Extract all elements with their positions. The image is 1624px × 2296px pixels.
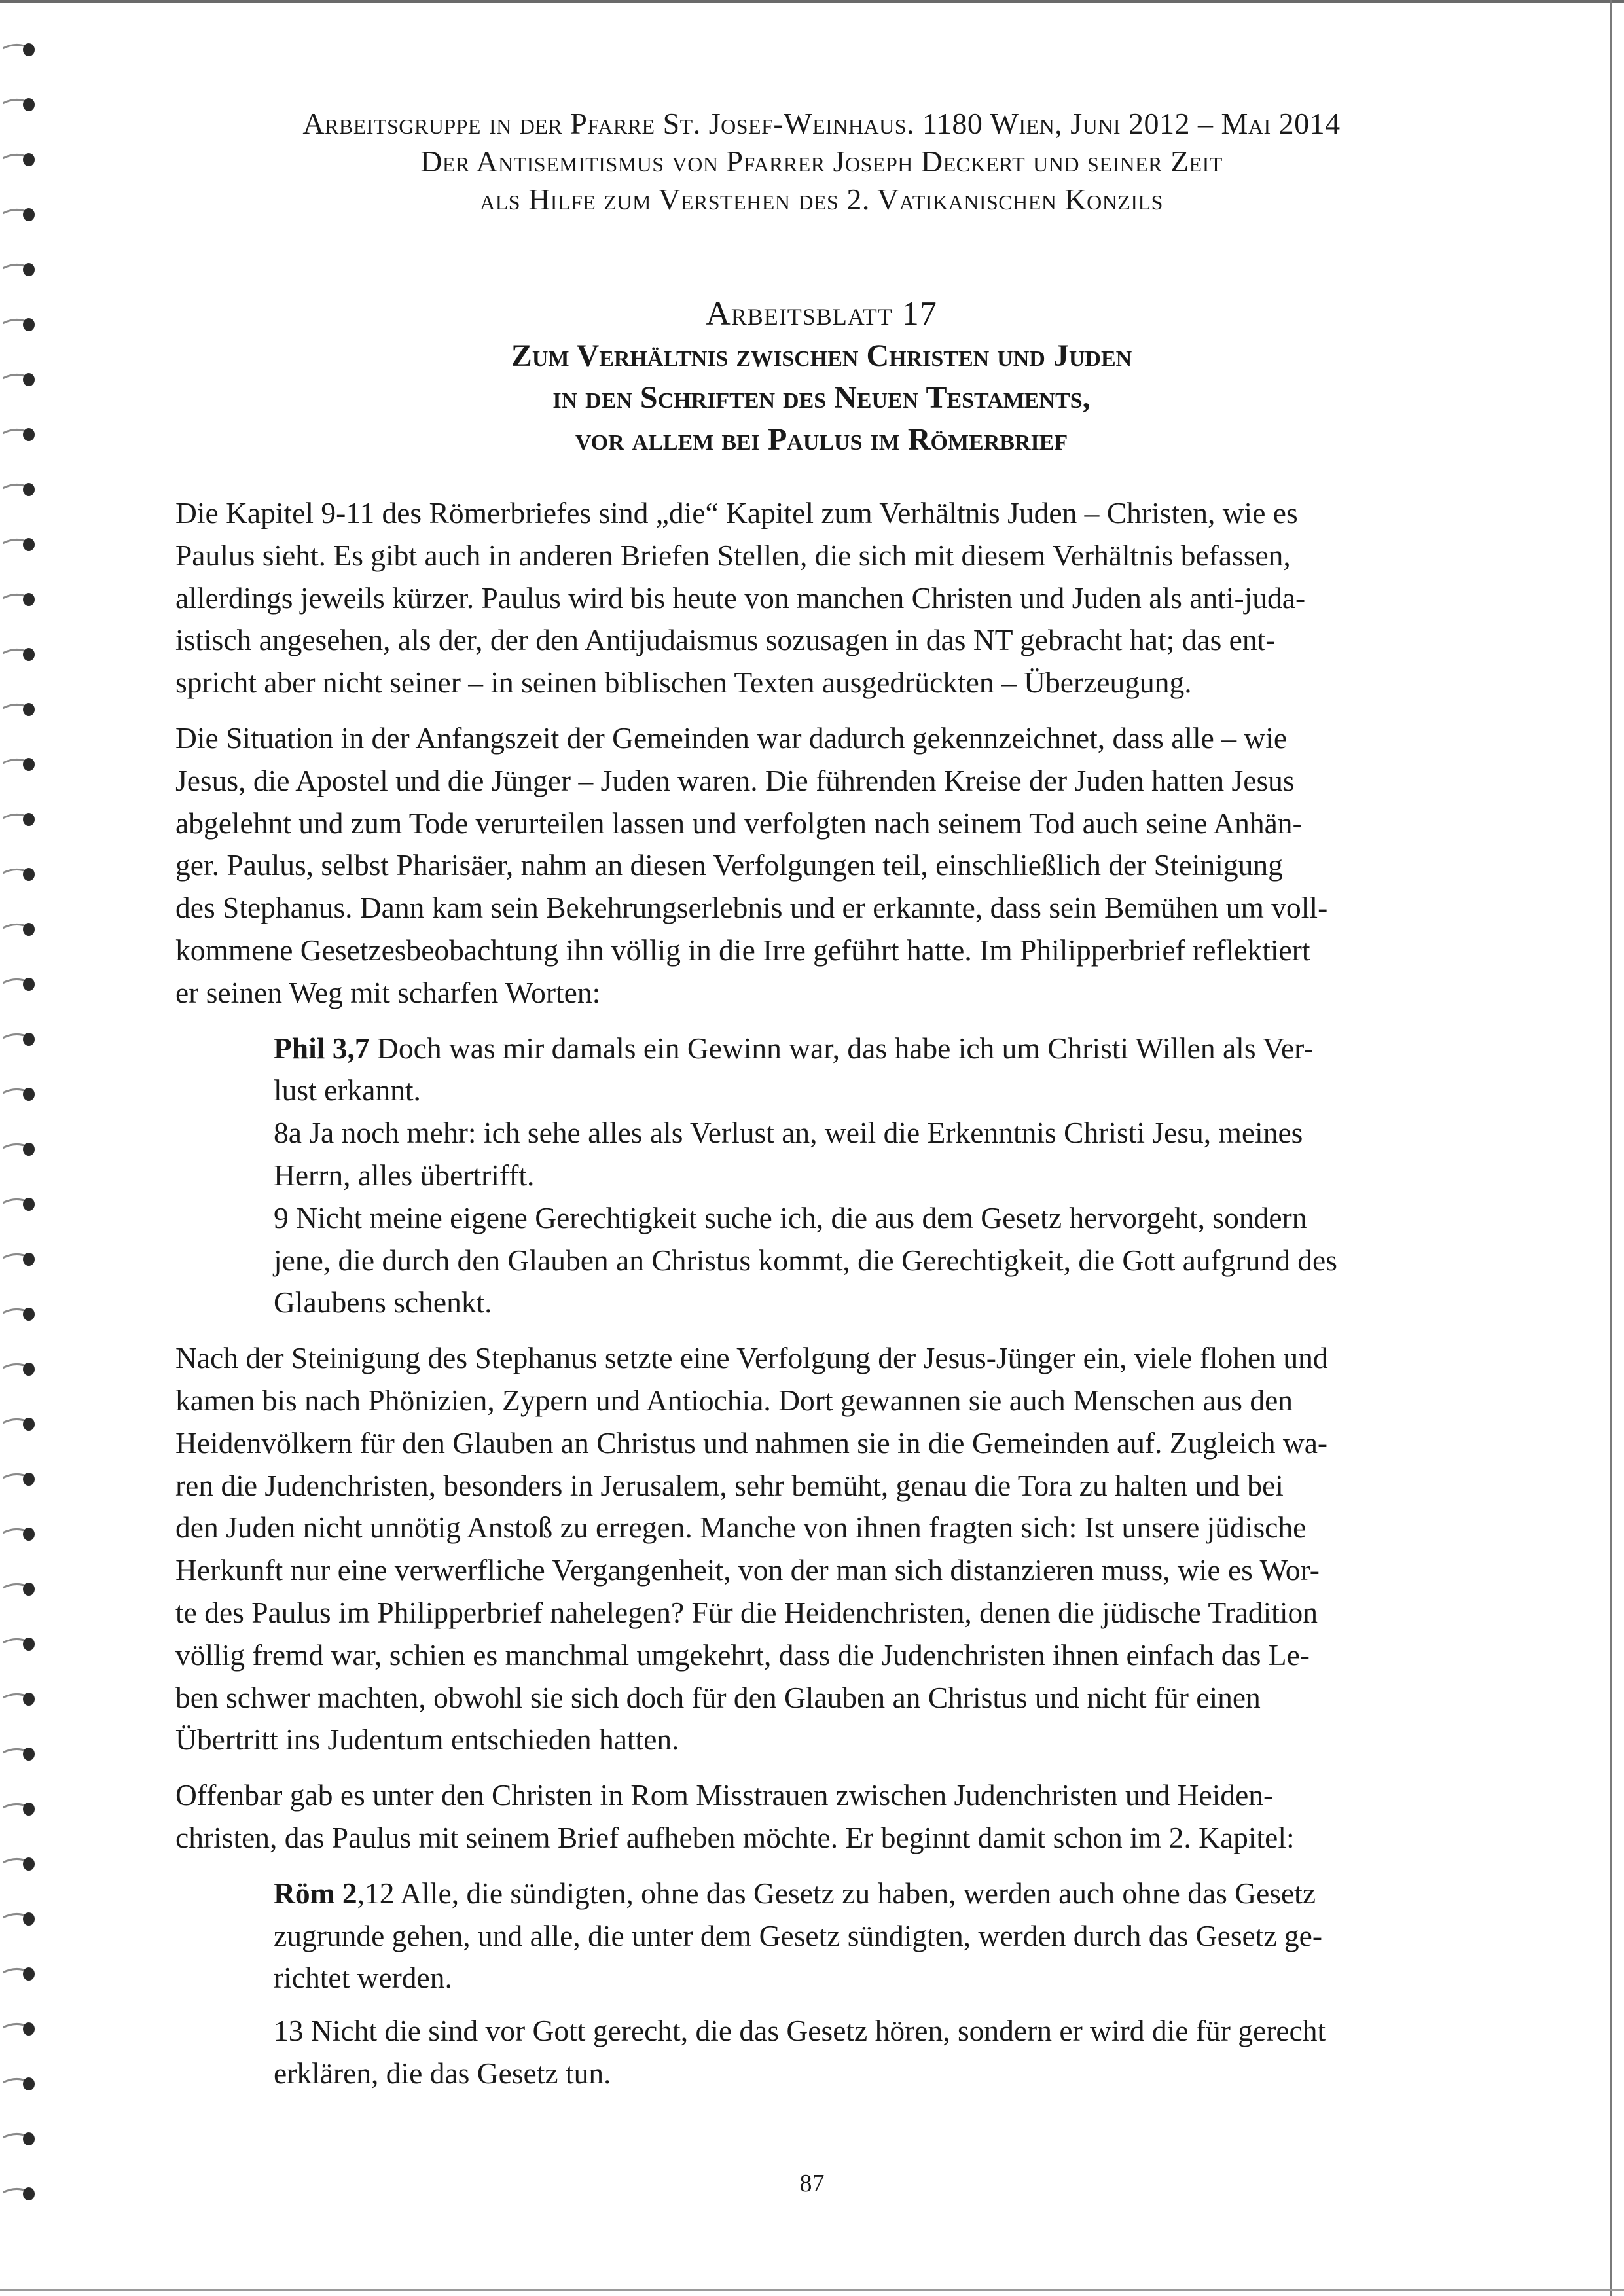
text-line: ger. Paulus, selbst Pharisäer, nahm an diesen Verfolgungen teil, einschließlich der Steinigung bbox=[175, 848, 1283, 882]
text-line: Glaubens schenkt. bbox=[274, 1285, 492, 1319]
binding-hole-icon bbox=[3, 1909, 37, 1928]
binding-hole-icon bbox=[3, 1964, 37, 1983]
binding-hole-icon bbox=[3, 919, 37, 939]
binding-hole-icon bbox=[3, 864, 37, 884]
verse-phil-3-7 bbox=[274, 1028, 1462, 1113]
binding-hole-icon bbox=[3, 809, 37, 829]
text-line: 9 Nicht meine eigene Gerechtigkeit suche ich, die aus dem Gesetz hervorgeht, sondern bbox=[274, 1200, 1307, 1234]
text-line: Jesus, die Apostel und die Jünger – Juden waren. Die führenden Kreise der Juden hatten Jesus bbox=[175, 763, 1295, 797]
text-line: erklären, die das Gesetz tun. bbox=[274, 2056, 611, 2090]
verse-reference: Röm 2 bbox=[274, 1876, 357, 1910]
text-line: 13 Nicht die sind vor Gott gerecht, die das Gesetz hören, sondern er wird die für gerecht bbox=[274, 2014, 1326, 2048]
text-line: christen, das Paulus mit seinem Brief aufheben möchte. Er beginnt damit schon im 2. Kapitel: bbox=[175, 1820, 1295, 1854]
text-line: Paulus sieht. Es gibt auch in anderen Briefen Stellen, die sich mit diesem Verhältnis befassen, bbox=[175, 538, 1291, 572]
quote-philipperbrief bbox=[175, 1028, 1462, 1325]
worksheet-title-line-3: vor allem bei Paulus im Römerbrief bbox=[575, 422, 1068, 457]
text-line: abgelehnt und zum Tode verurteilen lassen und verfolgten nach seinem Tod auch seine Anhän- bbox=[175, 806, 1303, 840]
text-line: Die Kapitel 9-11 des Römerbriefes sind „die“ Kapitel zum Verhältnis Juden – Christen, wie es bbox=[175, 496, 1298, 529]
text-line: Übertritt ins Judentum entschieden hatten. bbox=[175, 1723, 679, 1757]
verse-phil-3-8 bbox=[274, 1112, 1462, 1197]
binding-hole-icon bbox=[3, 1029, 37, 1049]
text-line: ben schwer machten, obwohl sie sich doch für den Glauben an Christus und nicht für einen bbox=[175, 1680, 1261, 1714]
worksheet-label: Arbeitsblatt 17 bbox=[706, 295, 937, 332]
header-line-2: Der Antisemitismus von Pfarrer Joseph Deckert und seiner Zeit bbox=[420, 145, 1223, 178]
text-line bbox=[274, 1028, 1462, 1070]
page-edge-top bbox=[0, 0, 1624, 3]
binding-hole-icon bbox=[3, 589, 37, 609]
text-line: ren die Judenchristen, besonders in Jerusalem, sehr bemüht, genau die Tora zu halten und bei bbox=[175, 1468, 1284, 1502]
binding-hole-icon bbox=[3, 1689, 37, 1708]
binding-hole-icon bbox=[3, 1744, 37, 1763]
verse-roem-2-13 bbox=[274, 2010, 1462, 2095]
binding-hole-icon bbox=[3, 369, 37, 389]
worksheet-title-block bbox=[131, 293, 1512, 461]
binding-hole-icon bbox=[3, 534, 37, 554]
worksheet-title-line-2: in den Schriften des Neuen Testaments, bbox=[552, 380, 1091, 415]
text-line: kamen bis nach Phönizien, Zypern und Antiochia. Dort gewannen sie auch Menschen aus den bbox=[175, 1383, 1293, 1417]
binding-hole-icon bbox=[3, 1524, 37, 1543]
binding-hole-icon bbox=[3, 1854, 37, 1873]
page-number: 87 bbox=[799, 2170, 825, 2197]
binding-hole-icon bbox=[3, 1139, 37, 1158]
text-line: Herkunft nur eine verwerfliche Vergangenheit, von der man sich distanzieren muss, wie es Wor- bbox=[175, 1553, 1320, 1587]
binding-hole-icon bbox=[3, 1634, 37, 1653]
verse-reference: Phil 3,7 bbox=[274, 1031, 370, 1065]
binding-hole-icon bbox=[3, 424, 37, 444]
paragraph-4 bbox=[175, 1774, 1462, 1859]
text-line: den Juden nicht unnötig Anstoß zu erregen. Manche von ihnen fragten sich: Ist unsere jüdische bbox=[175, 1511, 1307, 1545]
binding-hole-icon bbox=[3, 699, 37, 719]
quote-roemerbrief bbox=[175, 1873, 1462, 2095]
page-edge-right bbox=[1610, 0, 1612, 2296]
text-line: Herrn, alles übertrifft. bbox=[274, 1158, 535, 1192]
text-line: des Stephanus. Dann kam sein Bekehrungserlebnis und er erkannte, dass sein Bemühen um voll- bbox=[175, 891, 1328, 925]
binding-hole-icon bbox=[3, 2073, 37, 2093]
text-line: istisch angesehen, als der, der den Antijudaismus sozusagen in das NT gebracht hat; das ent- bbox=[175, 623, 1276, 657]
text-line: te des Paulus im Philipperbrief nahelegen? Für die Heidenchristen, denen die jüdische Tradition bbox=[175, 1595, 1318, 1629]
text-line: er seinen Weg mit scharfen Worten: bbox=[175, 975, 601, 1009]
verse-phil-3-9 bbox=[274, 1197, 1462, 1324]
binding-hole-icon bbox=[3, 204, 37, 224]
paragraph-1 bbox=[175, 492, 1462, 704]
text-line: Die Situation in der Anfangszeit der Gemeinden war dadurch gekennzeichnet, dass alle – wie bbox=[175, 721, 1288, 755]
paragraph-3 bbox=[175, 1337, 1462, 1761]
binding-hole-icon bbox=[3, 1799, 37, 1818]
text-line: Heidenvölkern für den Glauben an Christus und nahmen sie in die Gemeinden auf. Zugleich wa- bbox=[175, 1426, 1328, 1460]
binding-hole-icon bbox=[3, 1304, 37, 1323]
text-line: kommene Gesetzesbeobachtung ihn völlig in die Irre geführt hatte. Im Philipperbrief reflektiert bbox=[175, 933, 1310, 967]
page-edge-bottom bbox=[0, 2289, 1624, 2291]
worksheet-title-line-1: Zum Verhältnis zwischen Christen und Juden bbox=[511, 338, 1132, 373]
verse-text: Doch was mir damals ein Gewinn war, das habe ich um Christi Willen als Ver- bbox=[369, 1031, 1314, 1065]
binding-hole-icon bbox=[3, 1249, 37, 1268]
text-line: jene, die durch den Glauben an Christus kommt, die Gerechtigkeit, die Gott aufgrund des bbox=[274, 1243, 1337, 1277]
document-header bbox=[131, 105, 1512, 219]
binding-hole-icon bbox=[3, 1414, 37, 1433]
text-line: lust erkannt. bbox=[274, 1073, 421, 1107]
binding-hole-icon bbox=[3, 1194, 37, 1213]
binding-hole-icon bbox=[3, 644, 37, 664]
text-line: 8a Ja noch mehr: ich sehe alles als Verlust an, weil die Erkenntnis Christi Jesu, meines bbox=[274, 1116, 1303, 1150]
verse-text: ,12 Alle, die sündigten, ohne das Gesetz zu haben, werden auch ohne das Gesetz bbox=[357, 1876, 1316, 1910]
text-line bbox=[274, 1873, 1462, 1915]
verse-roem-2-12 bbox=[274, 1873, 1462, 2000]
text-line: völlig fremd war, schien es manchmal umgekehrt, dass die Judenchristen ihnen einfach das Le- bbox=[175, 1638, 1310, 1672]
binding-hole-icon bbox=[3, 1469, 37, 1488]
header-line-1: Arbeitsgruppe in der Pfarre St. Josef-Weinhaus. 1180 Wien, Juni 2012 – Mai 2014 bbox=[302, 107, 1341, 140]
binding-hole-icon bbox=[3, 754, 37, 774]
text-line: Offenbar gab es unter den Christen in Rom Misstrauen zwischen Judenchristen und Heiden- bbox=[175, 1778, 1274, 1812]
body-text bbox=[175, 492, 1462, 2108]
binding-hole-icon bbox=[3, 94, 37, 114]
binding-hole-icon bbox=[3, 39, 37, 59]
binding-hole-icon bbox=[3, 2018, 37, 2038]
paragraph-2 bbox=[175, 717, 1462, 1014]
binding-hole-icon bbox=[3, 1084, 37, 1103]
text-line: zugrunde gehen, und alle, die unter dem Gesetz sündigten, werden durch das Gesetz ge- bbox=[274, 1918, 1323, 1952]
binding-hole-icon bbox=[3, 1359, 37, 1378]
text-line: Nach der Steinigung des Stephanus setzte eine Verfolgung der Jesus-Jünger ein, viele flohen und bbox=[175, 1341, 1328, 1375]
binding-hole-icon bbox=[3, 314, 37, 334]
header-line-3: als Hilfe zum Verstehen des 2. Vatikanischen Konzils bbox=[480, 183, 1163, 216]
text-line: richtet werden. bbox=[274, 1961, 452, 1995]
binding-hole-icon bbox=[3, 259, 37, 279]
text-line: spricht aber nicht seiner – in seinen biblischen Texten ausgedrückten – Überzeugung. bbox=[175, 666, 1192, 700]
binding-hole-icon bbox=[3, 479, 37, 499]
binding-hole-icon bbox=[3, 1579, 37, 1598]
spiral-binding bbox=[0, 39, 46, 2251]
text-line: allerdings jeweils kürzer. Paulus wird bis heute von manchen Christen und Juden als anti-juda- bbox=[175, 581, 1306, 615]
binding-hole-icon bbox=[3, 149, 37, 169]
binding-hole-icon bbox=[3, 2128, 37, 2148]
binding-hole-icon bbox=[3, 974, 37, 994]
